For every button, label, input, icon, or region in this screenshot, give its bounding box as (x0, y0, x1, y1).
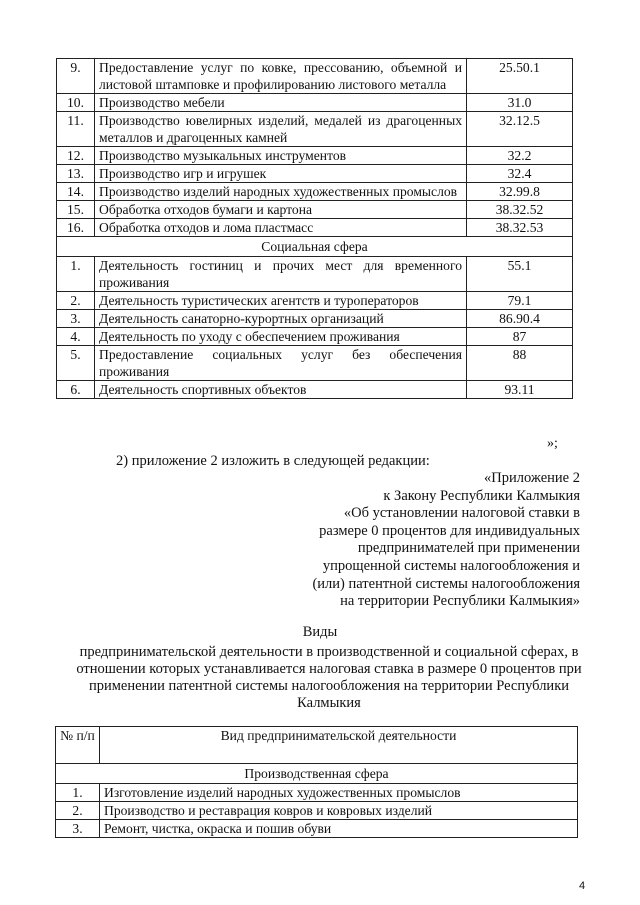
table-row (57, 201, 573, 219)
row-number: 4. (57, 328, 95, 346)
section-subheading: предпринимательской деятельности в производственной и социальной сферах, в отношении которых устанавливается налоговая ставка в размере 0 процентов при применении патентной системы налогообложения на территории Республики Калмыкия (76, 644, 582, 711)
row-number: 16. (57, 219, 95, 237)
activity-text: Производство мебели (95, 94, 467, 112)
table-row (57, 328, 573, 346)
table-row (57, 94, 573, 112)
appendix-line: (или) патентной системы налогообложения (312, 575, 580, 592)
okved-code: 79.1 (467, 292, 573, 310)
okved-code: 38.32.52 (467, 201, 573, 219)
activity-text: Производство музыкальных инструментов (95, 147, 467, 165)
header-activity: Вид предпринимательской деятельности (100, 727, 578, 764)
section-row (57, 237, 573, 257)
table-row (57, 165, 573, 183)
row-number: 5. (57, 346, 95, 381)
activity-text: Изготовление изделий народных художественных промыслов (100, 784, 578, 802)
appendix-header (250, 470, 580, 611)
table-row (56, 784, 578, 802)
activity-text: Обработка отходов и лома пластмасс (95, 219, 467, 237)
row-number: 3. (56, 820, 100, 838)
activity-text: Деятельность спортивных объектов (95, 381, 467, 399)
okved-code: 32.2 (467, 147, 573, 165)
table-row (56, 802, 578, 820)
row-number: 3. (57, 310, 95, 328)
okved-code: 32.4 (467, 165, 573, 183)
row-number: 11. (57, 112, 95, 147)
section-row (56, 764, 578, 784)
closing-quote-mark: »; (547, 436, 558, 451)
row-number: 1. (56, 784, 100, 802)
appendix-line: «Об установлении налоговой ставки в (343, 505, 580, 522)
table-row (57, 381, 573, 399)
row-number: 10. (57, 94, 95, 112)
activity-table-1 (56, 58, 573, 399)
table-row (57, 292, 573, 310)
activity-text: Деятельность по уходу с обеспечением проживания (95, 328, 467, 346)
okved-code: 25.50.1 (467, 59, 573, 94)
okved-code: 87 (467, 328, 573, 346)
activity-text: Ремонт, чистка, окраска и пошив обуви (100, 820, 578, 838)
table-row (57, 147, 573, 165)
activity-table-2 (55, 726, 578, 838)
header-number: № п/п (56, 727, 100, 764)
appendix-line: размере 0 процентов для индивидуальных (319, 522, 580, 539)
table-row (57, 183, 573, 201)
row-number: 13. (57, 165, 95, 183)
okved-code: 88 (467, 346, 573, 381)
table-row (57, 346, 573, 381)
row-number: 15. (57, 201, 95, 219)
table-header-row (56, 727, 578, 764)
okved-code: 86.90.4 (467, 310, 573, 328)
row-number: 2. (57, 292, 95, 310)
row-number: 12. (57, 147, 95, 165)
page-number: 4 (579, 880, 586, 892)
activity-text: Деятельность туристических агентств и туроператоров (95, 292, 467, 310)
appendix-line: к Закону Республики Калмыкия (383, 487, 580, 504)
section-heading: Виды (302, 624, 338, 640)
section-title-social: Социальная сфера (57, 237, 573, 257)
row-number: 1. (57, 257, 95, 292)
activity-text: Производство ювелирных изделий, медалей из драгоценных металлов и драгоценных камней (95, 112, 467, 147)
amendment-clause: 2) приложение 2 изложить в следующей редакции: (116, 453, 430, 469)
table-row (57, 219, 573, 237)
okved-code: 32.12.5 (467, 112, 573, 147)
row-number: 9. (57, 59, 95, 94)
appendix-line: предпринимателей при применении (357, 540, 580, 557)
okved-code: 93.11 (467, 381, 573, 399)
activity-text: Обработка отходов бумаги и картона (95, 201, 467, 219)
okved-code: 32.99.8 (467, 183, 573, 201)
okved-code: 31.0 (467, 94, 573, 112)
activity-text: Деятельность санаторно-курортных организаций (95, 310, 467, 328)
table-row (57, 257, 573, 292)
appendix-line: «Приложение 2 (484, 470, 580, 486)
activity-text: Производство и реставрация ковров и ковровых изделий (100, 802, 578, 820)
row-number: 14. (57, 183, 95, 201)
activity-text: Деятельность гостиниц и прочих мест для временного проживания (95, 257, 467, 292)
activity-text: Производство изделий народных художественных промыслов (95, 183, 467, 201)
activity-text: Предоставление услуг по ковке, прессованию, объемной и листовой штамповке и профилированию листового металла (95, 59, 467, 94)
table-row (56, 820, 578, 838)
row-number: 2. (56, 802, 100, 820)
okved-code: 55.1 (467, 257, 573, 292)
okved-code: 38.32.53 (467, 219, 573, 237)
appendix-line: упрощенной системы налогообложения и (322, 557, 580, 574)
row-number: 6. (57, 381, 95, 399)
activity-text: Производство игр и игрушек (95, 165, 467, 183)
appendix-line: на территории Республики Калмыкия» (340, 593, 580, 610)
table-row (57, 112, 573, 147)
table-row (57, 310, 573, 328)
table-row (57, 59, 573, 94)
section-title-production: Производственная сфера (56, 764, 578, 784)
activity-text: Предоставление социальных услуг без обеспечения проживания (95, 346, 467, 381)
